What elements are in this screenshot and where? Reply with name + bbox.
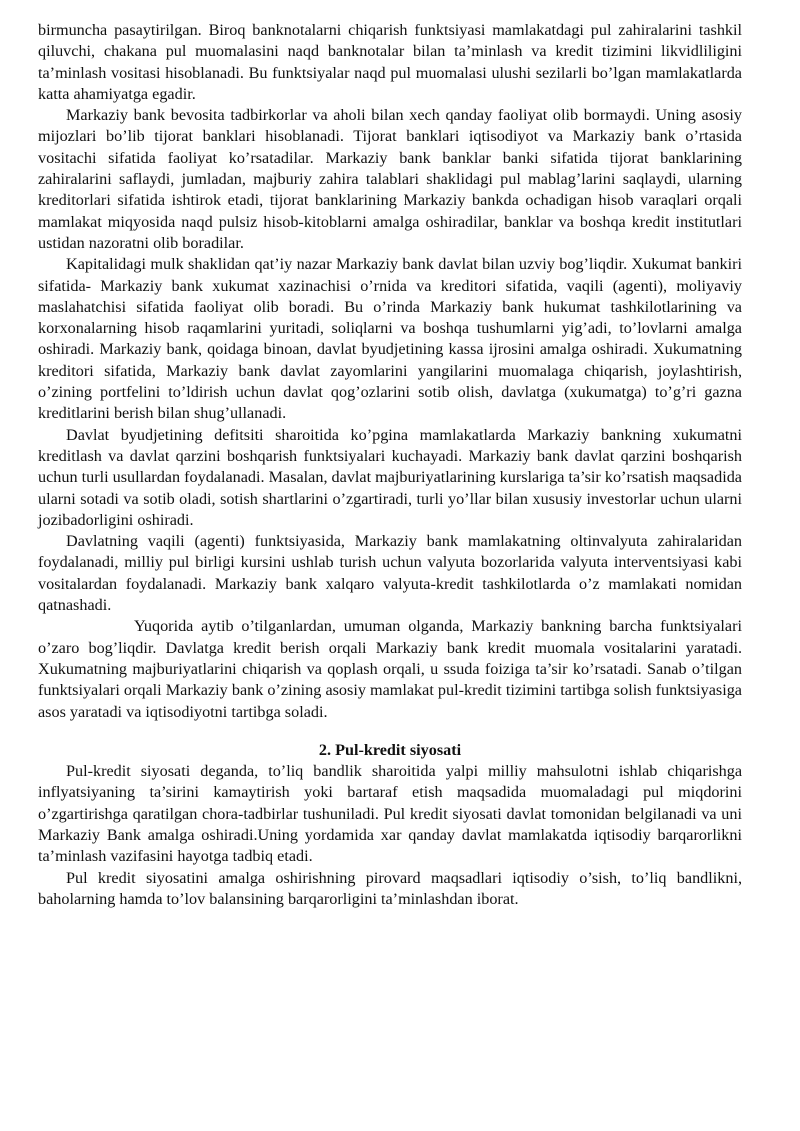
paragraph-bank-of-banks: Markaziy bank bevosita tadbirkorlar va aholi bilan xech qanday faoliyat olib bormaydi. Uning asosiy mijozlari bo’lib tijorat banklari hisoblanadi. Tijorat banklari iqtisodiyot va Markaziy bank o’rtasida vositachi sifatida faoliyat ko’rsatadilar. Markaziy bank banklar banki sifatida tijorat banklarining zahiralarini saflaydi, jumladan, majburiy zahira talablari shaklidagi pul mablag’larini saqlaydi, ularning kreditorlari sifatida ishtirok etadi, tijorat banklarining Markaziy bankda ochadigan hisob varaqlari orqali mamlakat miqyosida naqd pulsiz hisob-kitoblarni amalga oshiradilar, banklar va boshqa kredit institutlari ustidan nazoratni olib boradilar. [38, 106, 742, 252]
paragraph-state-agent: Davlatning vaqili (agenti) funktsiyasida, Markaziy bank mamlakatning oltinvalyuta zahiralaridan foydalanadi, milliy pul birligi kursini ushlab turish uchun valyuta bozorlarida valyuta interventsiyasi kabi vositalardan foydalanadi. Markaziy bank xalqaro valyuta-kredit tashkilotlarda o’z mamlakati nomidan qatnashadi. [38, 532, 742, 615]
document-page [38, 20, 742, 910]
paragraph-summary: Yuqorida aytib o’tilganlardan, umuman olganda, Markaziy bankning barcha funktsiyalari o’zaro bog’liqdir. Davlatga kredit berish orqali Markaziy bank kredit muomala vositalarini yaratadi. Xukumatning majburiyatlarini chiqarish va qoplash orqali, u ssuda foiziga ta’sir ko’rsatadi. Sanab o’tilgan funktsiyalari orqali Markaziy bank o’zining asosiy mamlakat pul-kredit tizimini tartibga solish funktsiyasiga asos yaratadi va iqtisodiyotni tartibga soladi. [38, 617, 742, 721]
paragraph-budget-deficit: Davlat byudjetining defitsiti sharoitida ko’pgina mamlakatlarda Markaziy bankning xukumatni kreditlash va davlat qarzini boshqarish funktsiyalari kuchayadi. Markaziy bank davlat qarzini boshqarish uchun turli usullardan foydalanadi. Masalan, davlat majburiyatlarining kurslariga ta’sir ko’rsatish maqsadida ularni sotadi va sotib oladi, sotish shartlarini o’zgartiradi, turli yo’llar bilan xususiy investorlar uchun ularni jozibadorligini oshiradi. [38, 425, 742, 529]
paragraph-monetary-policy-definition: Pul-kredit siyosati deganda, to’liq bandlik sharoitida yalpi milliy mahsulotni ishlab chiqarishga inflyatsiyaning ta’sirini kamaytirish yoki bartaraf etish maqsadida muomaladagi pul miqdorini o’zgartirishga qaratilgan chora-tadbirlar tushuniladi. Pul kredit siyosati davlat tomonidan belgilanadi va uni Markaziy Bank amalga oshiradi.Uning yordamida xar qanday davlat mamlakatda iqtisodiy barqarorlikni ta’minlash vazifasini hayotga tadbiq etadi. [38, 762, 742, 866]
paragraph-banknote-function: birmuncha pasaytirilgan. Biroq banknotalarni chiqarish funktsiyasi mamlakatdagi pul zahiralarini tashkil qiluvchi, chakana pul muomalasini naqd banknotalar bilan ta’minlash va kredit tizimini likvidliligini ta’minlash vositasi hisoblanadi. Bu funktsiyalar naqd pul muomalasi ulushi sezilarli bo’lgan mamlakatlarda katta ahamiyatga egadir. [38, 21, 742, 103]
paragraph-monetary-policy-goals: Pul kredit siyosatini amalga oshirishning pirovard maqsadlari iqtisodiy o’sish, to’liq bandlikni, baholarning hamda to’lov balansining barqarorligini ta’minlashdan iborat. [38, 868, 742, 908]
section-heading: 2. Pul-kredit siyosati [318, 740, 462, 759]
paragraph-government-banker: Kapitalidagi mulk shaklidan qat’iy nazar Markaziy bank davlat bilan uzviy bog’liqdir. Xukumat bankiri sifatida- Markaziy bank xukumat xazinachisi o’rnida va kreditori sifatida, vaqili (agenti), moliyaviy maslahatchisi sifatida faoliyat olib boradi. Bu o’rinda Markaziy bank hukumat tashkilotlarining va korxonalarning hisob raqamlarini yuritadi, soliqlarni va boshqa tushumlarni yig’adi, to’lovlarni amalga oshiradi. Markaziy bank, qoidaga binoan, davlat byudjetining kassa ijrosini amalga oshiradi. Xukumatning kreditori sifatida, Markaziy bank davlat zayomlarini yangilarini muomalaga chiqarish, joylashtirish, o’zining portfelini to’ldirish uchun davlat qog’ozlarini sotib olish, davlatga (xukumatga) to’g’ri gazna kreditlarini berish bilan shug’ullanadi. [38, 255, 742, 423]
